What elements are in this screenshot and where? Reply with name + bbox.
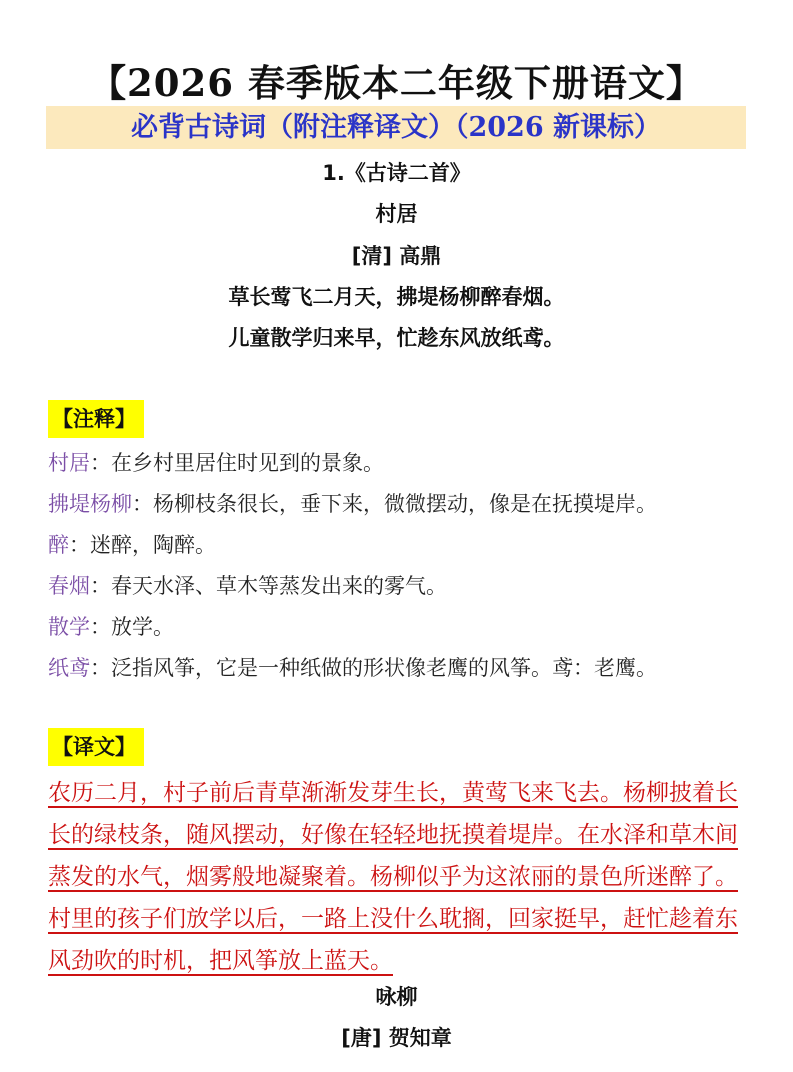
poem-author: [唐] 贺知章 <box>341 1026 452 1050</box>
poem-title: 村居 <box>375 202 418 226</box>
note-item <box>48 448 384 478</box>
notes-tag: 【注释】 <box>48 400 144 438</box>
note-separator: ： <box>132 492 153 516</box>
translation-paragraph <box>48 772 748 982</box>
note-text: 杨柳枝条很长，垂下来，微微摆动，像是在抚摸堤岸。 <box>153 492 657 516</box>
note-item <box>48 653 657 683</box>
note-text: 在乡村里居住时见到的景象。 <box>111 451 384 475</box>
note-separator: ： <box>90 574 111 598</box>
note-term: 醉 <box>48 533 69 557</box>
note-text: 春天水泽、草木等蒸发出来的雾气。 <box>111 574 447 598</box>
note-term: 村居 <box>48 451 90 475</box>
note-term: 拂堤杨柳 <box>48 492 132 516</box>
note-separator: ： <box>90 615 111 639</box>
poem-title: 咏柳 <box>375 985 418 1009</box>
poem-line: 草长莺飞二月天，拂堤杨柳醉春烟。 <box>228 285 565 309</box>
note-text: 泛指风筝，它是一种纸做的形状像老鹰的风筝。鸢：老鹰。 <box>111 656 657 680</box>
lesson-heading: 1.《古诗二首》 <box>322 161 471 185</box>
note-text: 放学。 <box>111 615 174 639</box>
note-item <box>48 489 657 519</box>
note-term: 散学 <box>48 615 90 639</box>
document-subtitle: 必背古诗词（附注释译文）（2026 新课标） <box>46 106 746 149</box>
document-title: 【2026 春季版本二年级下册语文】 <box>89 61 704 105</box>
poem-line: 儿童散学归来早，忙趁东风放纸鸢。 <box>228 326 565 350</box>
translation-tag: 【译文】 <box>48 728 144 766</box>
note-separator: ： <box>90 451 111 475</box>
note-item <box>48 571 447 601</box>
note-term: 纸鸢 <box>48 656 90 680</box>
poem-author: [清] 高鼎 <box>351 244 442 268</box>
note-text: 迷醉，陶醉。 <box>90 533 216 557</box>
note-term: 春烟 <box>48 574 90 598</box>
note-separator: ： <box>90 656 111 680</box>
note-item <box>48 530 216 560</box>
note-separator: ： <box>69 533 90 557</box>
translation-text: 农历二月，村子前后青草渐渐发芽生长，黄莺飞来飞去。杨柳披着长长的绿枝条，随风摆动，好像在轻轻地抚摸着堤岸。在水泽和草木间蒸发的水气，烟雾般地凝聚着。杨柳似乎为这浓丽的景色所迷醉了。村里的孩子们放学以后，一路上没什么耽搁，回家挺早，赶忙趁着东风劲吹的时机，把风筝放上蓝天。 <box>48 780 738 974</box>
note-item <box>48 612 174 642</box>
